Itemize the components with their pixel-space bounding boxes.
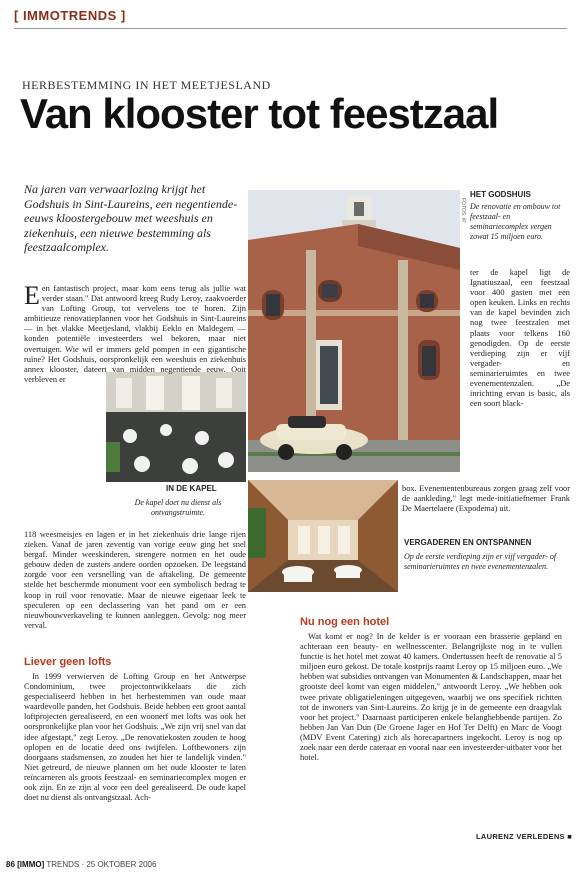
kapel-caption-tag: IN DE KAPEL — [166, 484, 217, 493]
right-column-paragraph: ter de kapel ligt de Ignatiuszaal, een feestzaal voor 400 gasten met een open keuken. Links en rechts van de kapel bevinden zich nog twee feestzalen met plaats voor telkens 160 genodigden. Op de eerste verdieping zijn er vijf vergader- en seminarieruimtes en twee evenementenzalen. „De inrichting ervan is basic, als een soort black- — [470, 268, 570, 409]
lead-text-bottom: 118 weesmeisjes en lagen er in het ziekenhuis drie lange rijen zieken. Vanaf de jaren zeventig van vorige eeuw ging het snel bergaf. Minder weeskinderen, strengere normen en het oude gebouw deden de zusters andere oorden opzoeken. De leegstand zorgde voor een versnelling van de aftakeling. De gemeente stelde het beschermde monument voor een symbolisch bedrag te koop in ruil voor renovatie. Maar de nieuwe eigenaar leek te speculeren op een declassering van het pand om er een nieuwbouwverkaveling te kunnen aanleggen. Gevolg: nog meer verval. — [24, 530, 246, 630]
drop-cap: E — [24, 281, 40, 310]
kapel-caption: De kapel doet nu dienst als ontvangstruimte. — [134, 498, 222, 517]
godshuis-photo — [248, 190, 460, 472]
lead-paragraph-a — [24, 281, 246, 385]
section-2-paragraph: Wat komt er nog? In de kelder is er vooraan een brasserie gepland en achteraan een beauty- en wellnesscenter. Belangrijkste nog in te vullen functie is het hotel met zowat 40 kamers. Ondertussen heeft de renovatie al 5 miljoen euro gekost. De totale kostprijs raamt Leroy op 15 miljoen euro. „We hebben wat subsidies ontvangen van Monumenten & Landschappen, maar het grootste deel komt van eigen middelen," antwoordt Leroy. „We hebben ook twee private obligatieleningen uitgegeven, waarbij we ons specifiek richtten tot de inwoners van Sint-Laureins. Zo krijg je in de gemeente een draagvlak voor het project." Daarnaast participeren enkele belanghebbende partijen. Zo hebben Jan Van Dun (De Groene Jager en Hof Ter Delft) en Marc de Voogt (MDV Event Catering) zich als horecapartners ingekocht. Leroy is nog op zoek naar een derde cateraar en vooral naar een investeerder-uitbater voor het hotel. — [300, 632, 562, 763]
kapel-photo — [106, 372, 246, 482]
vergaderen-caption-tag: VERGADEREN EN ONTSPANNEN — [404, 538, 532, 547]
article-intro: Na jaren van verwaarlozing krijgt het Godshuis in Sint-Laureins, een negentiende-eeuws kloostergebouw met weeshuis en ziekenhuis, een nieuwe bestemming als feestzaalcomplex. — [24, 182, 238, 254]
godshuis-caption: De renovatie en ombouw tot feestzaal- en seminariecomplex vergen zowat 15 miljoen euro. — [470, 202, 561, 241]
section-1-text — [24, 672, 246, 803]
section-tag: [ IMMOTRENDS ] — [14, 8, 126, 23]
lead-paragraph-b — [24, 530, 246, 631]
footer-section: [IMMO] — [17, 860, 45, 869]
top-divider — [14, 28, 567, 29]
subhead-nu-nog-een-hotel: Nu nog een hotel — [300, 616, 390, 628]
end-mark-icon: ■ — [567, 832, 573, 841]
lead-text-top: en fantastisch project, maar kom eens terug als jullie wat verder staan." Dat antwoord kreeg Rudy Leroy, zaakvoerder van Lofting Group, tot vervelens toe te horen. Zijn ambitieuze renovatieplannen voor het Godshuis in Sint-Laureins — in het vlakke Meetjesland, vlakbij Eeklo en Maldegem — konden potentiële investeerders wel bekoren, maar niet overtuigen. Wie wil er immers geld pompen in een gigantische ruïne? Het Godshuis, oorspronkelijk een weeshuis en ziekenhuis annex klooster, dateert van midden negentiende eeuw. Ooit verbleven er — [24, 284, 246, 384]
page-footer — [6, 860, 156, 869]
subhead-liever-geen-lofts: Liever geen lofts — [24, 656, 112, 668]
right-column-text — [470, 268, 570, 409]
right-column-continued — [402, 484, 570, 514]
section-1-paragraph: In 1999 verwierven de Lofting Group en het Antwerpse Condominium, twee projectontwikkelaars die zich gespecialiseerd hebben in het herbestemmen van oude maar waardevolle panden, het Godshuis. Beide hebben een groot aantal loftprojecten gerealiseerd, en een woonerf met lofts was ook het oorspronkelijke plan voor het Godshuis. „We zijn vrij snel van dat idee afgestapt," zegt Leroy. „De renovatiekosten zouden te hoog oplopen en de locatie deed ons twijfelen. Loftbewoners zijn doorgaans stadsmensen, zo zouden het hier te landelijk vinden." Niet getreurd, de nieuwe plannen om het oude klooster te laten reïncarneren als groots feestzaal- en seminariecomplex mogen er ook zijn. En ze zijn al voor een deel gerealiseerd. De oude kapel doet nu dienst als ontvangstzaal. Ach- — [24, 672, 246, 803]
right-column-continued-paragraph: box. Evenementenbureaus zorgen graag zelf voor de aankleding," legt mede-initiatiefnemer Frank De Maertelaere (Expodema) uit. — [402, 484, 570, 514]
godshuis-caption-tag: HET GODSHUIS — [470, 190, 531, 199]
vergaderen-caption: Op de eerste verdieping zijn er vijf vergader- of seminarieruimtes en twee evenementenzalen. — [404, 552, 557, 571]
section-2-text — [300, 632, 562, 763]
vergaderen-photo — [248, 480, 398, 592]
photo-credit: FOTOS: IP — [460, 198, 466, 223]
page-number: 86 — [6, 860, 15, 869]
footer-publication: TRENDS · 25 OKTOBER 2006 — [46, 860, 157, 869]
article-headline: Van klooster tot feestzaal — [20, 90, 499, 137]
article-kicker: HERBESTEMMING IN HET MEETJESLAND — [22, 78, 271, 92]
author-byline: LAURENZ VERLEDENS ■ — [476, 832, 573, 841]
